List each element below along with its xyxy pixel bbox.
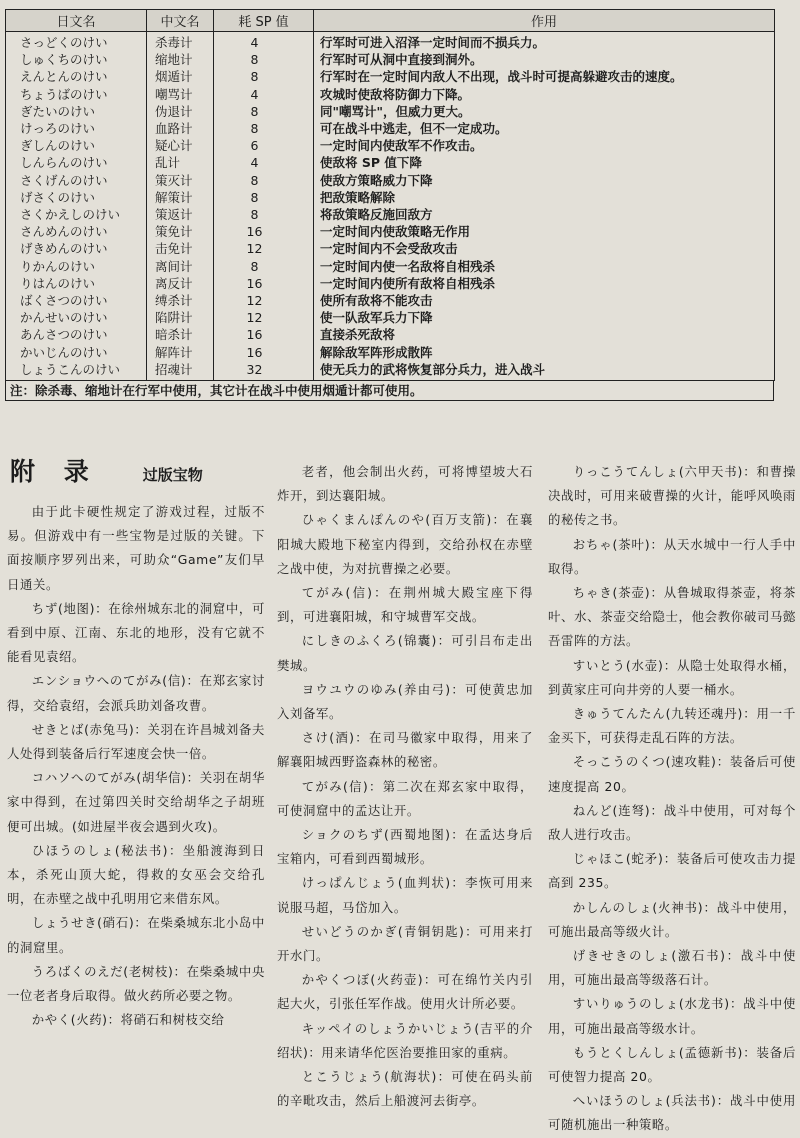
cell-sp-cost: 8 — [214, 189, 314, 206]
table-row — [6, 86, 775, 103]
cell-chinese-name: 招魂计 — [147, 361, 214, 381]
cell-sp-cost: 12 — [214, 309, 314, 326]
table-row — [6, 292, 775, 309]
paragraph: ひゃくまんぽんのや(百万支箭)：在襄阳城大殿地下秘室内得到，交给孙权在赤壁之战中使，为对抗曹操之必要。 — [277, 512, 533, 576]
appendix-subtitle: 过版宝物 — [142, 466, 203, 484]
cell-effect: 直接杀死敌将 — [314, 326, 775, 343]
cell-effect: 同"嘲骂计"，但威力更大。 — [314, 103, 775, 120]
cell-effect: 可在战斗中逃走，但不一定成功。 — [314, 120, 775, 137]
table-row — [6, 32, 775, 52]
cell-sp-cost: 12 — [214, 292, 314, 309]
cell-chinese-name: 策免计 — [147, 223, 214, 240]
paragraph: ねんど(连弩)：战斗中使用，可对每个敌人进行攻击。 — [548, 802, 796, 843]
strategy-table — [5, 9, 775, 381]
cell-effect: 行军时在一定时间内敌人不出现，战斗时可提高躲避攻击的速度。 — [314, 68, 775, 85]
cell-effect: 将敌策略反施回敌方 — [314, 206, 775, 223]
cell-japanese-name: ぎたいのけい — [6, 103, 147, 120]
cell-effect: 使无兵力的武将恢复部分兵力，进入战斗 — [314, 361, 775, 381]
cell-japanese-name: かんせいのけい — [6, 309, 147, 326]
cell-sp-cost: 16 — [214, 275, 314, 292]
cell-chinese-name: 陷阱计 — [147, 309, 214, 326]
paragraph: ショクのちず(西蜀地图)：在孟达身后宝箱内，可看到西蜀城形。 — [277, 827, 533, 867]
cell-japanese-name: げきめんのけい — [6, 240, 147, 257]
table-row — [6, 361, 775, 381]
cell-sp-cost: 16 — [214, 223, 314, 240]
paragraph: てがみ(信)：在荆州城大殿宝座下得到，可进襄阳城，和守城曹军交战。 — [277, 585, 533, 625]
paragraph: すいとう(水壶)：从隐士处取得水桶，到黄家庄可向井旁的人要一桶水。 — [548, 657, 796, 697]
table-row — [6, 172, 775, 189]
table-row — [6, 309, 775, 326]
paragraph: りっこうてんしょ(六甲天书)：和曹操决战时，可用来破曹操的火计，能呼风唤雨的秘传之书。 — [548, 464, 796, 528]
table-row — [6, 51, 775, 68]
cell-effect: 使敌将 SP 值下降 — [314, 154, 775, 171]
cell-chinese-name: 乱计 — [147, 154, 214, 171]
table-row — [6, 275, 775, 292]
cell-effect: 把敌策略解除 — [314, 189, 775, 206]
appendix-column-3 — [548, 460, 796, 1138]
cell-effect: 行军时可进入沼泽一定时间而不损兵力。 — [314, 32, 775, 52]
cell-sp-cost: 8 — [214, 172, 314, 189]
appendix-heading — [7, 457, 265, 500]
cell-effect: 使敌方策略威力下降 — [314, 172, 775, 189]
table-row — [6, 240, 775, 257]
header-effect: 作用 — [314, 10, 775, 32]
paragraph: しょうせき(硝石)：在柴桑城东北小岛中的洞窟里。 — [7, 915, 265, 955]
table-row — [6, 120, 775, 137]
table-note: 注：除杀毒、缩地计在行军中使用，其它计在战斗中使用烟遁计都可使用。 — [5, 381, 774, 401]
cell-sp-cost: 8 — [214, 258, 314, 275]
header-chinese-name: 中文名 — [147, 10, 214, 32]
cell-sp-cost: 8 — [214, 68, 314, 85]
table-body — [6, 32, 775, 381]
cell-chinese-name: 离反计 — [147, 275, 214, 292]
cell-chinese-name: 血路计 — [147, 120, 214, 137]
cell-chinese-name: 缩地计 — [147, 51, 214, 68]
paragraph: そっこうのくつ(速攻鞋)：装备后可使速度提高 20。 — [548, 754, 796, 794]
strategy-table-section — [5, 9, 774, 401]
cell-sp-cost: 32 — [214, 361, 314, 381]
table-row — [6, 206, 775, 223]
cell-japanese-name: さんめんのけい — [6, 223, 147, 240]
header-sp-cost: 耗 SP 值 — [214, 10, 314, 32]
cell-sp-cost: 8 — [214, 206, 314, 223]
cell-chinese-name: 杀毒计 — [147, 32, 214, 52]
paragraph: キッペイのしょうかいじょう(吉平的介绍状)：用来请华佗医治要推田家的重病。 — [277, 1020, 533, 1060]
header-japanese-name: 日文名 — [6, 10, 147, 32]
paragraph: とこうじょう(航海状)：可使在码头前的辛毗攻击，然后上船渡河去街亭。 — [277, 1069, 533, 1109]
cell-chinese-name: 策返计 — [147, 206, 214, 223]
paragraph: ひほうのしょ(秘法书)：坐船渡海到日本，杀死山顶大蛇，得救的女巫会交给孔明，在赤壁之战中孔明用它来借东风。 — [7, 842, 265, 907]
cell-effect: 一定时间内使敌策略无作用 — [314, 223, 775, 240]
cell-sp-cost: 4 — [214, 86, 314, 103]
paragraph: げきせきのしょ(激石书)：战斗中使用，可施出最高等级落石计。 — [548, 948, 796, 988]
paragraph: せいどうのかぎ(青铜钥匙)：可用来打开水门。 — [277, 923, 533, 964]
paragraph: ちず(地图)：在徐州城东北的洞窟中，可看到中原、江南、东北的地形，没有它就不能看见袁绍。 — [7, 600, 265, 665]
cell-japanese-name: ちょうばのけい — [6, 86, 147, 103]
paragraph: 由于此卡硬性规定了游戏过程，过版不易。但游戏中有一些宝物是过版的关键。下面按顺序罗列出来，可助众“Game”友们早日通关。 — [7, 504, 265, 592]
cell-japanese-name: りはんのけい — [6, 275, 147, 292]
cell-chinese-name: 嘲骂计 — [147, 86, 214, 103]
cell-effect: 行军时可从洞中直接到洞外。 — [314, 51, 775, 68]
paragraph: せきとば(赤兔马)：关羽在许昌城刘备夫人处得到装备后行军速度会快一倍。 — [7, 721, 265, 762]
cell-chinese-name: 暗杀计 — [147, 326, 214, 343]
cell-japanese-name: げさくのけい — [6, 189, 147, 206]
paragraph: おちゃ(茶叶)：从天水城中一行人手中取得。 — [548, 536, 796, 576]
cell-effect: 一定时间内使敌军不作攻击。 — [314, 137, 775, 154]
table-row — [6, 223, 775, 240]
cell-effect: 一定时间内不会受敌攻击 — [314, 240, 775, 257]
cell-japanese-name: あんさつのけい — [6, 326, 147, 343]
paragraph: かやくつぼ(火药壶)：可在绵竹关内引起大火，引张任军作战。使用火计所必要。 — [277, 972, 533, 1012]
cell-sp-cost: 8 — [214, 51, 314, 68]
cell-sp-cost: 4 — [214, 154, 314, 171]
cell-japanese-name: ぎしんのけい — [6, 137, 147, 154]
table-row — [6, 154, 775, 171]
table-row — [6, 189, 775, 206]
cell-chinese-name: 疑心计 — [147, 137, 214, 154]
cell-japanese-name: かいじんのけい — [6, 344, 147, 361]
table-row — [6, 258, 775, 275]
paragraph: 老者，他会制出火药，可将博望坡大石炸开，到达襄阳城。 — [277, 464, 533, 504]
table-row — [6, 326, 775, 343]
cell-chinese-name: 缚杀计 — [147, 292, 214, 309]
cell-effect: 使一队敌军兵力下降 — [314, 309, 775, 326]
paragraph: もうとくしんしょ(孟德新书)：装备后可使智力提高 20。 — [548, 1044, 796, 1085]
cell-chinese-name: 策灭计 — [147, 172, 214, 189]
paragraph: うろばくのえだ(老树枝)：在柴桑城中央一位老者身后取得。做火药所必要之物。 — [7, 963, 265, 1004]
appendix-column-2 — [277, 460, 533, 1113]
cell-sp-cost: 4 — [214, 32, 314, 52]
cell-sp-cost: 8 — [214, 120, 314, 137]
table-row — [6, 68, 775, 85]
appendix-title: 附 录 — [10, 457, 99, 486]
paragraph: にしきのふくろ(锦囊)：可引吕布走出樊城。 — [277, 633, 533, 673]
cell-effect: 使所有敌将不能攻击 — [314, 292, 775, 309]
cell-sp-cost: 16 — [214, 326, 314, 343]
paragraph: ヨウユウのゆみ(养由弓)：可使黄忠加入刘备军。 — [277, 681, 533, 722]
paragraph: じゃほこ(蛇矛)：装备后可使攻击力提高到 235。 — [548, 851, 796, 891]
cell-effect: 一定时间内使一名敌将自相残杀 — [314, 258, 775, 275]
cell-chinese-name: 解阵计 — [147, 344, 214, 361]
cell-japanese-name: さくかえしのけい — [6, 206, 147, 223]
cell-chinese-name: 烟遁计 — [147, 68, 214, 85]
table-row — [6, 137, 775, 154]
paragraph: エンショウへのてがみ(信)：在郑玄家讨得，交给袁绍，会派兵助刘备攻曹。 — [7, 673, 265, 713]
cell-effect: 攻城时使敌将防御力下降。 — [314, 86, 775, 103]
cell-sp-cost: 8 — [214, 103, 314, 120]
cell-chinese-name: 解策计 — [147, 189, 214, 206]
cell-japanese-name: えんとんのけい — [6, 68, 147, 85]
paragraph: へいほうのしょ(兵法书)：战斗中使用可随机施出一种策略。 — [548, 1093, 796, 1133]
table-header-row — [6, 10, 775, 32]
cell-japanese-name: りかんのけい — [6, 258, 147, 275]
cell-effect: 一定时间内使所有敌将自相残杀 — [314, 275, 775, 292]
cell-japanese-name: けっろのけい — [6, 120, 147, 137]
cell-sp-cost: 6 — [214, 137, 314, 154]
cell-japanese-name: ばくさつのけい — [6, 292, 147, 309]
cell-japanese-name: しゅくちのけい — [6, 51, 147, 68]
appendix-section — [0, 457, 800, 1133]
cell-japanese-name: しょうこんのけい — [6, 361, 147, 381]
paragraph: てがみ(信)：第二次在郑玄家中取得，可使洞窟中的孟达让开。 — [277, 778, 533, 818]
paragraph: コハソへのてがみ(胡华信)：关羽在胡华家中得到，在过第四关时交给胡华之子胡班便可出城。(如进屋半夜会遇到火攻)。 — [7, 770, 265, 834]
cell-japanese-name: さっどくのけい — [6, 32, 147, 52]
cell-chinese-name: 击免计 — [147, 240, 214, 257]
cell-chinese-name: 伪退计 — [147, 103, 214, 120]
paragraph: きゅうてんたん(九转还魂丹)：用一千金买下，可获得走乱石阵的方法。 — [548, 706, 796, 746]
cell-sp-cost: 12 — [214, 240, 314, 257]
cell-effect: 解除敌军阵形成散阵 — [314, 344, 775, 361]
cell-japanese-name: しんらんのけい — [6, 154, 147, 171]
paragraph: けっぱんじょう(血判状)：李恢可用来说服马超，马岱加入。 — [277, 875, 533, 915]
cell-japanese-name: さくげんのけい — [6, 172, 147, 189]
paragraph: すいりゅうのしょ(水龙书)：战斗中使用，可施出最高等级水计。 — [548, 996, 796, 1036]
paragraph: さけ(酒)：在司马徽家中取得，用来了解襄阳城西野盗森林的秘密。 — [277, 730, 533, 770]
paragraph: かしんのしょ(火神书)：战斗中使用，可施出最高等级火计。 — [548, 899, 796, 939]
cell-sp-cost: 16 — [214, 344, 314, 361]
appendix-column-1 — [7, 457, 265, 1032]
cell-chinese-name: 离间计 — [147, 258, 214, 275]
table-row — [6, 103, 775, 120]
paragraph: かやく(火药)：将硝石和树枝交给 — [31, 1012, 225, 1028]
paragraph: ちゃき(茶壶)：从鲁城取得茶壶，将茶叶、水、茶壶交给隐士，他会教你破司马懿吾雷阵的方法。 — [548, 585, 796, 649]
table-row — [6, 344, 775, 361]
